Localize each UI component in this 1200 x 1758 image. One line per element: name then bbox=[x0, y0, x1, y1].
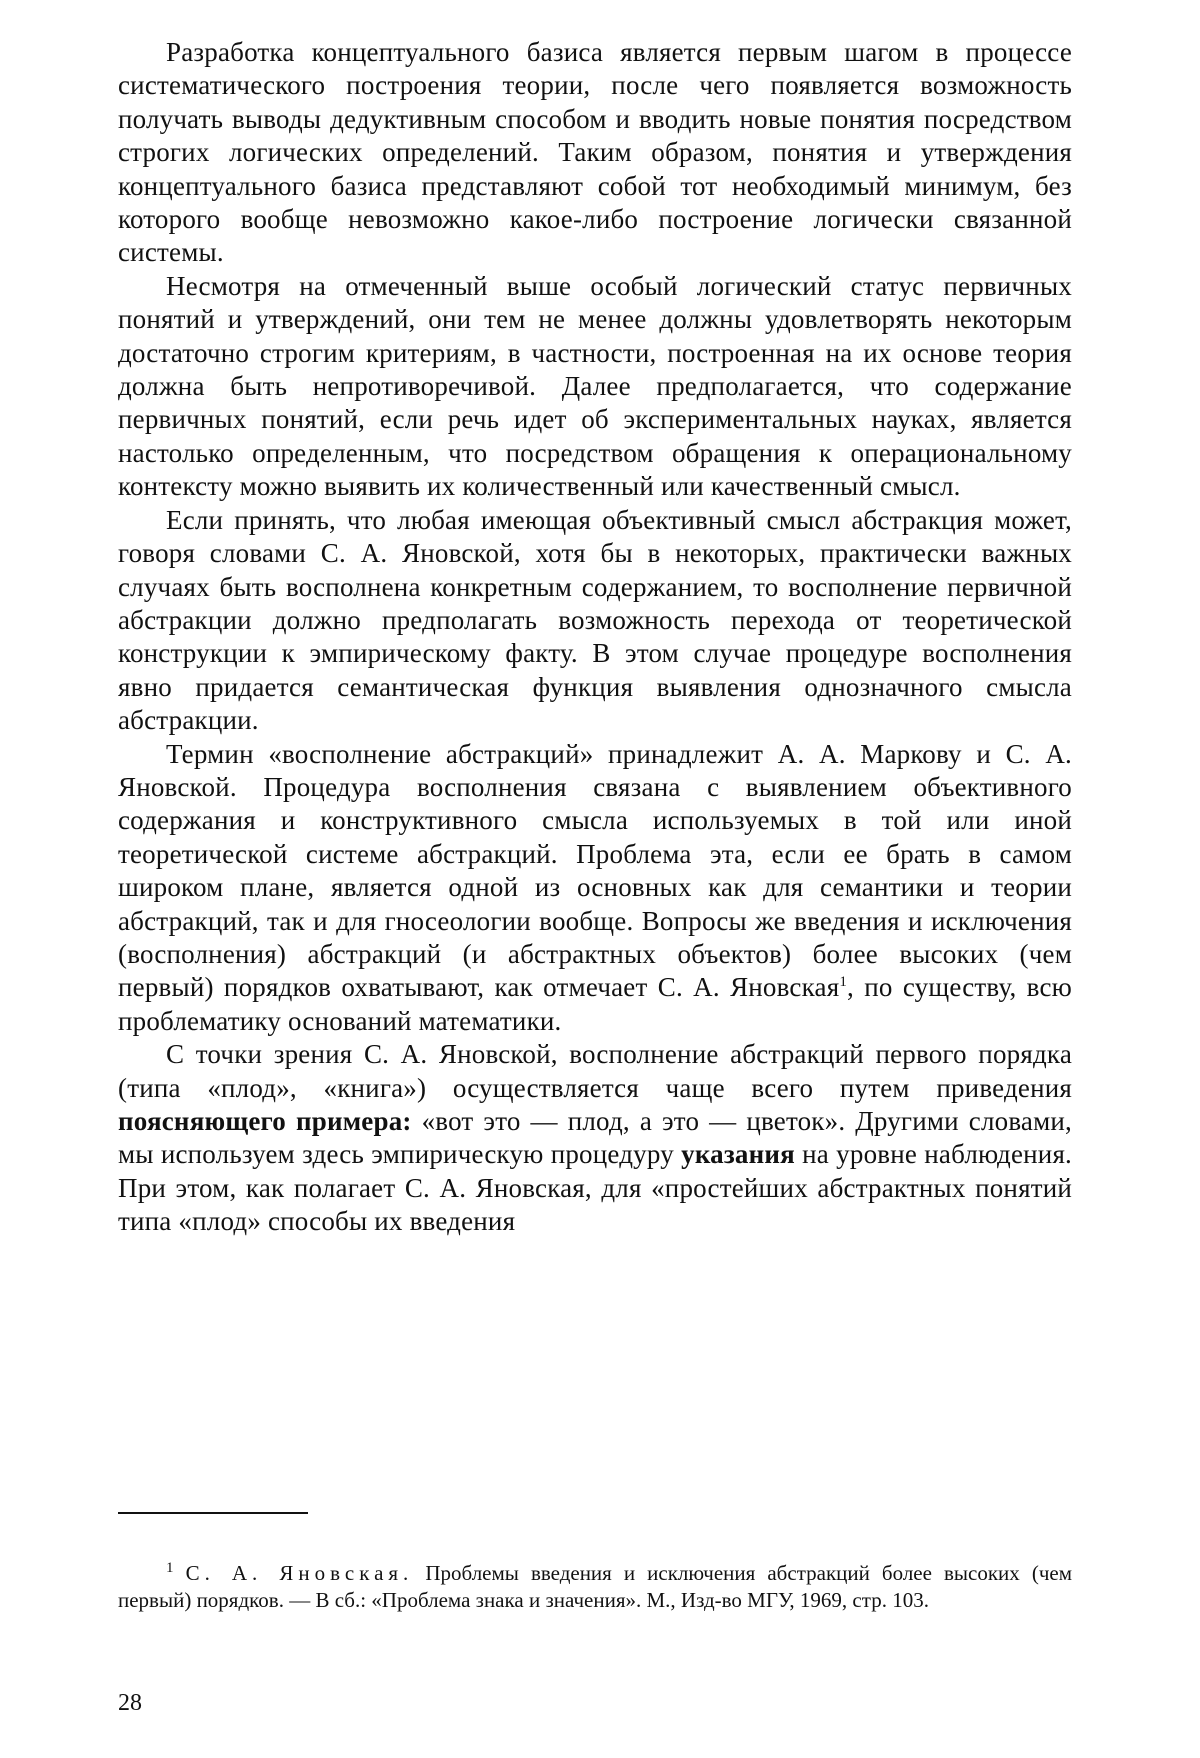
paragraph-5-text-a: С точки зрения С. А. Яновской, восполнение абстракций первого порядка (типа «плод», «книга») осуществляется чаще всего путем приведения bbox=[118, 1039, 1072, 1103]
main-text bbox=[118, 36, 1072, 1239]
emphasis-indication: указания bbox=[681, 1139, 795, 1170]
paragraph-4-text: Термин «восполнение абстракций» принадлежит А. А. Маркову и С. А. Яновской. Процедура восполнения связана с выявлением объективного содержания и конструктивного смысла используемых в той или иной теоретической системе абстракций. Проблема эта, если ее брать в самом широком плане, является одной из основных как для семантики и теории абстракций, так и для гносеологии вообще. Вопросы же введения и исключения (восполнения) абстракций (и абстрактных объектов) более высоких (чем первый) порядков охватывают, как отмечает С. А. Яновская bbox=[118, 738, 1072, 1003]
paragraph-4 bbox=[118, 738, 1072, 1039]
footnote-text: Проблемы введения и исключения абстракций более высоких (чем первый) порядков. — В сб.: «Проблема знака и значения». М., Изд-во МГУ, 1969, стр. 103. bbox=[118, 1561, 1072, 1612]
paragraph-5-text-c: на уровне наблюдения. При этом, как полагает С. А. Яновская, для «простейших абстрактных понятий типа «плод» способы их введения bbox=[118, 1139, 1073, 1237]
emphasis-example: поясняющего примера: bbox=[118, 1106, 412, 1136]
paragraph-5 bbox=[118, 1038, 1072, 1238]
paragraph-1: Разработка концептуального базиса является первым шагом в процессе систематического построения теории, после чего появляется возможность получать выводы дедуктивным способом и вводить новые понятия посредством строгих логических определений. Таким образом, понятия и утверждения концептуального базиса представляют собой тот необходимый минимум, без которого вообще невозможно какое-либо построение логически связанной системы. bbox=[118, 37, 1072, 268]
footnote bbox=[118, 1560, 1072, 1614]
paragraph-3: Если принять, что любая имеющая объективный смысл абстракция может, говоря словами С. А. Яновской, хотя бы в некоторых, практически важных случаях быть восполнена конкретным содержанием, то восполнение первичной абстракции должно предполагать возможность перехода от теоретической конструкции к эмпирическому факту. В этом случае процедуре восполнения явно придается семантическая функция выявления однозначного смысла абстракции. bbox=[118, 504, 1072, 736]
footnote-divider bbox=[118, 1512, 308, 1514]
page-number: 28 bbox=[118, 1690, 142, 1716]
footnote-marker: 1 bbox=[166, 1560, 174, 1576]
paragraph-2: Несмотря на отмеченный выше особый логический статус первичных понятий и утверждений, они тем не менее должны удовлетворять некоторым достаточно строгим критериям, в частности, построенная на их основе теория должна быть непротиворечивой. Далее предполагается, что содержание первичных понятий, если речь идет об экспериментальных науках, является настолько определенным, что посредством обращения к операциональному контексту можно выявить их количественный или качественный смысл. bbox=[118, 270, 1072, 502]
paragraph-4-end: , по существу, всю проблематику оснований математики. bbox=[118, 972, 1072, 1036]
paragraph-5-text-b: «вот это — плод, а это — цветок». Другими словами, мы используем здесь эмпирическую процедуру bbox=[118, 1106, 1072, 1170]
footnote-author: С. А. Яновская. bbox=[185, 1561, 414, 1585]
footnote-reference[interactable]: 1 bbox=[839, 974, 848, 991]
